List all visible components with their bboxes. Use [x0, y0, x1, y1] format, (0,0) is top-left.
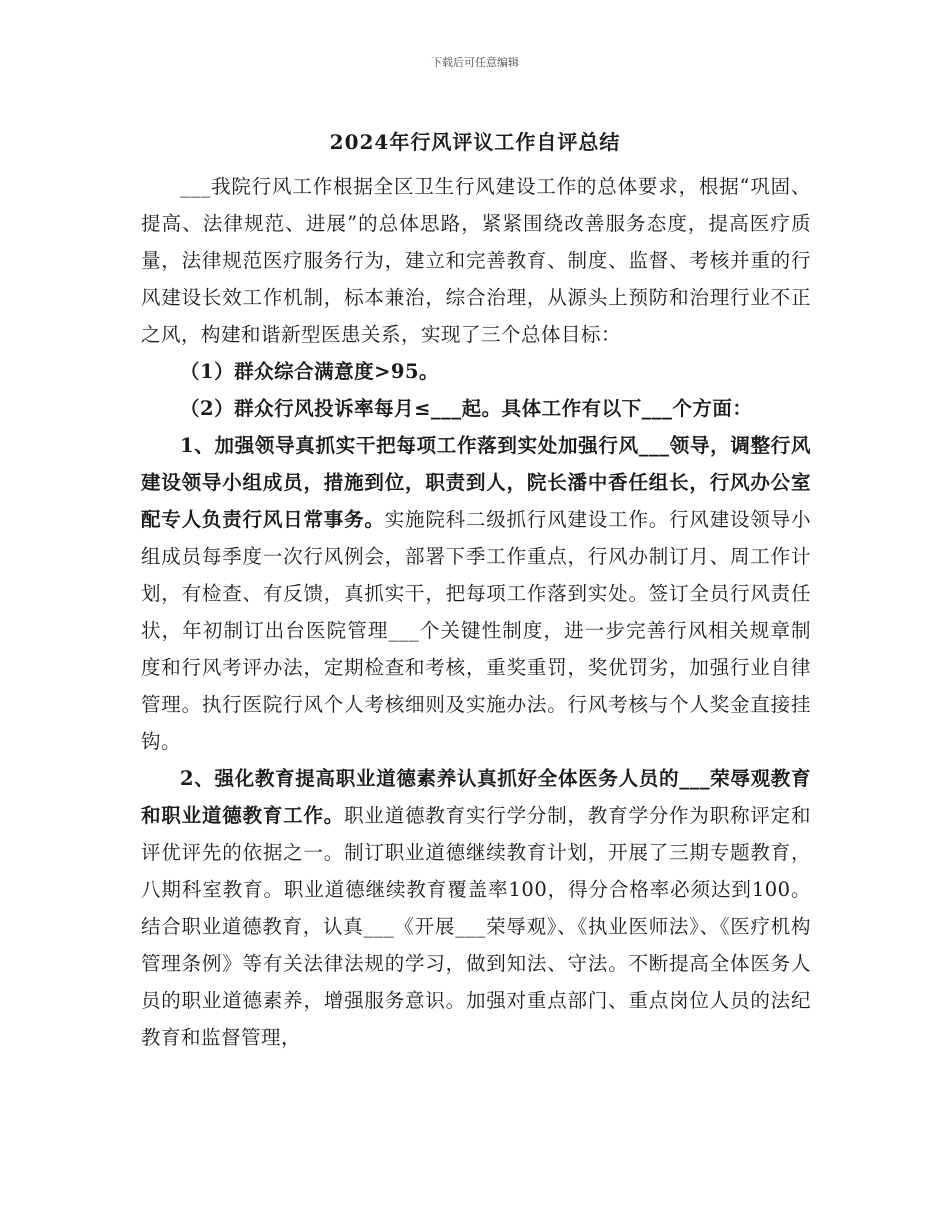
section-2-heading: 2、强化教育提高职业道德素养认真抓好全体医务人员的___荣辱观教育和职业道德教育工作。 [141, 767, 811, 827]
section-1-text: 实施院科二级抓行风建设工作。行风建设领导小组成员每季度一次行风例会，部署下季工作重点，行风办制订月、周工作计划，有检查、有反馈，真抓实干，把每项工作落到实处。签订全员行风责任状，年初制订出台医院管理___个关键性制度，进一步完善行风相关规章制度和行风考评办法，定期检查和考核，重奖重罚，奖优罚劣，加强行业自律管理。执行医院行风个人考核细则及实施办法。行风考核与个人奖金直接挂钩。 [141, 508, 811, 753]
section-1-heading: 1、加强领导真抓实干把每项工作落到实处加强行风___领导，调整行风建设领导小组成员，措施到位，职责到人，院长潘中香任组长，行风办公室配专人负责行风日常事务。 [141, 434, 811, 531]
header-note: 下载后可任意编辑 [431, 56, 519, 69]
goal-item-2: （2）群众行风投诉率每月≤___起。具体工作有以下___个方面： [180, 397, 753, 420]
document-title: 2024年行风评议工作自评总结 [329, 130, 621, 154]
section-1-paragraph [141, 427, 811, 760]
section-2-paragraph [141, 760, 811, 1056]
document-body [141, 168, 811, 1056]
section-2-text: 职业道德教育实行学分制，教育学分作为职称评定和评优评先的依据之一。制订职业道德继续教育计划，开展了三期专题教育，八期科室教育。职业道德继续教育覆盖率100，得分合格率必须达到100。结合职业道德教育，认真___《开展___荣辱观》、《执业医师法》、《医疗机构管理条例》等有关法律法规的学习，做到知法、守法。不断提高全体医务人员的职业道德素养，增强服务意识。加强对重点部门、重点岗位人员的法纪教育和监督管理， [141, 804, 811, 1049]
goal-item-1: （1）群众综合满意度>95。 [180, 360, 440, 383]
intro-paragraph: ___我院行风工作根据全区卫生行风建设工作的总体要求，根据“巩固、提高、法律规范、进展”的总体思路，紧紧围绕改善服务态度，提高医疗质量，法律规范医疗服务行为，建立和完善教育、制度、监督、考核并重的行风建设长效工作机制，标本兼治，综合治理，从源头上预防和治理行业不正之风，构建和谐新型医患关系，实现了三个总体目标： [141, 175, 811, 346]
